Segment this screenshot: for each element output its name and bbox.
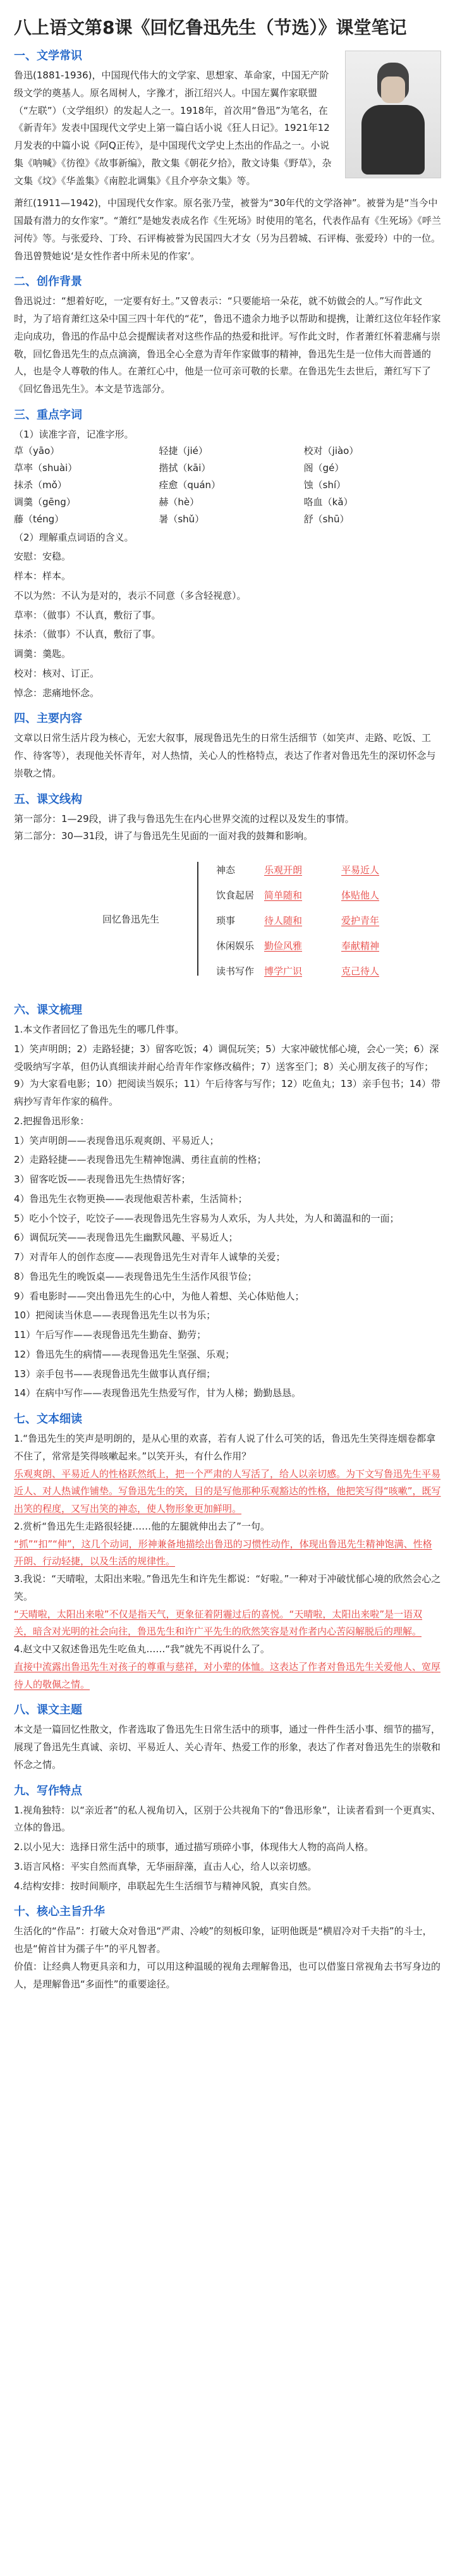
paragraph: 本文是一篇回忆性散文，作者选取了鲁迅先生日常生活中的琐事，通过一件件生活小事、细节的描写，展现了鲁迅先生真诚、亲切、平易近人、关心青年、热爱工作的形象，表达了作者对鲁迅先生的崇敬和怀念之情。 bbox=[14, 1724, 441, 1770]
feature: 3.语言风格：平实自然而真挚，无华丽辞藻，直击人心，给人以亲切感。 bbox=[14, 1860, 317, 1872]
row-label: 休闲娱乐 bbox=[216, 940, 255, 952]
section-heading: 二、创作背景 bbox=[14, 275, 82, 289]
definition: 抹杀：（做事）不认真，敷衍了事。 bbox=[14, 629, 161, 641]
word: 舒（shū） bbox=[303, 513, 349, 525]
section-heading: 七、文本细读 bbox=[14, 1413, 82, 1426]
section-heading: 十、核心主旨升华 bbox=[14, 1905, 105, 1919]
portrait-face bbox=[381, 77, 405, 103]
list-item: 14）在病中写作——表现鲁迅先生热爱写作，甘为人梯；勤勤恳恳。 bbox=[14, 1387, 301, 1399]
list-item: 9）看电影时——突出鲁迅先生的心中，为他人着想、关心体贴他人； bbox=[14, 1290, 305, 1302]
row-c: 平易近人 bbox=[341, 864, 380, 876]
section-background bbox=[14, 273, 441, 398]
structure-diagram bbox=[14, 850, 441, 990]
word: 轻捷（jié） bbox=[159, 445, 208, 457]
answer: “抓”“扣”“伸”，这几个动词，形神兼备地描绘出鲁迅的习惯性动作，体现出鲁迅先生精神饱满、性格开朗、行动轻捷，以及生活的规律性。 bbox=[14, 1538, 432, 1567]
list-item: 13）亲手包书——表现鲁迅先生做事认真仔细； bbox=[14, 1368, 216, 1380]
paragraph: 价值：让经典人物更具亲和力，可以用这种温暖的视角去理解鲁迅，也可以借鉴日常视角去书写身边的人，是理解鲁迅“多面性”的重要途径。 bbox=[14, 1960, 441, 1990]
diagram-row bbox=[216, 939, 392, 952]
word: 暑（shǔ） bbox=[159, 513, 205, 525]
paragraph: 文章以日常生活片段为核心，无宏大叙事，展现鲁迅先生的日常生活细节（如笑声、走路、吃饭、工作、待客等），表现他关怀青年，对人热情，关心人的性格特点，表达了作者对鲁迅先生的深切怀念与崇敬之情。 bbox=[14, 732, 436, 779]
word: 赫（hè） bbox=[159, 496, 200, 508]
row-c: 爱护青年 bbox=[341, 915, 380, 926]
list-item: 12）鲁迅先生的病情——表现鲁迅先生坚强、乐观； bbox=[14, 1348, 235, 1360]
question: 3.我说：“天晴啦，太阳出来啦。”鲁迅先生和许先生都说：“好啦。”一种对于冲破忧郁心境的欣然会心之笑。 bbox=[14, 1573, 441, 1602]
list-item: 8）鲁迅先生的晚饭桌——表现鲁迅先生生活作风很节俭； bbox=[14, 1270, 257, 1282]
section-writing-features bbox=[14, 1782, 441, 1896]
section-sorting bbox=[14, 1001, 441, 1402]
section-heading: 六、课文梳理 bbox=[14, 1003, 82, 1017]
paragraph: 第一部分：1—29段，讲了我与鲁迅先生在内心世界交流的过程以及发生的事情。 bbox=[14, 813, 355, 825]
definition: 安慰：安稳。 bbox=[14, 551, 71, 563]
definition: 草率：（做事）不认真，敷衍了事。 bbox=[14, 609, 161, 621]
answer: “天晴啦，太阳出来啦”不仅是指天气，更象征着阴霾过后的喜悦。“天晴啦，太阳出来啦”是一语双关，暗含对光明的社会向往，鲁迅先生和许广平先生的欣然笑容是对作者内心苦闷解脱后的理解。 bbox=[14, 1608, 423, 1638]
list-item: 11）午后写作——表现鲁迅先生勤奋、勤劳； bbox=[14, 1329, 207, 1340]
row-b: 简单随和 bbox=[264, 890, 303, 901]
section-structure bbox=[14, 790, 441, 990]
list-item: 1）笑声明朗——表现鲁迅乐观爽朗、平易近人； bbox=[14, 1134, 219, 1146]
diagram-row bbox=[216, 863, 392, 876]
pinyin-grid bbox=[14, 444, 441, 525]
diagram-center: 回忆鲁迅先生 bbox=[102, 914, 160, 925]
definition: 悼念：悲痛地怀念。 bbox=[14, 687, 100, 699]
word: 调羹（gēng） bbox=[14, 496, 76, 508]
list-item: 10）把阅读当休息——表现鲁迅先生以书为乐； bbox=[14, 1309, 216, 1322]
row-c: 奉献精神 bbox=[341, 940, 380, 952]
row-label: 琐事 bbox=[216, 915, 236, 926]
definition: 调羹：羹匙。 bbox=[14, 648, 71, 659]
section-words bbox=[14, 406, 441, 702]
word: 草（yāo） bbox=[14, 445, 60, 457]
feature: 1.视角独特：以“亲近者”的私人视角切入，区别于公共视角下的“鲁迅形象”，让读者看到一个更真实、立体的鲁迅。 bbox=[14, 1804, 441, 1834]
section-heading: 一、文学常识 bbox=[14, 49, 82, 63]
paragraph: 第二部分：30—31段，讲了与鲁迅先生见面的一面对我的鼓舞和影响。 bbox=[14, 830, 313, 842]
section-heading: 四、主要内容 bbox=[14, 712, 82, 726]
section-heading: 九、写作特点 bbox=[14, 1784, 82, 1798]
row-b: 博学广识 bbox=[264, 966, 303, 977]
question: 2.赏析“鲁迅先生走路很轻捷……他的左腿就伸出去了”一句。 bbox=[14, 1520, 270, 1532]
subheading: （1）读准字音，记准字形。 bbox=[14, 428, 134, 440]
diagram-row bbox=[216, 964, 392, 978]
subheading: （2）理解重点词语的含义。 bbox=[14, 531, 134, 543]
paragraph: 萧红(1911—1942)，中国现代女作家。原名张乃莹，被誉为“30年代的文学洛神”。被誉为是“当今中国最有潜力的女作家”。“萧红”是她发表成名作《生死场》时使用的笔名，代表作品有《生死场》《呼兰河传》等。与张爱玲、丁玲、石评梅被誉为民国四大才女（另为吕碧城、石评梅、张爱玲）中的一位。鲁迅曾赞她说‘是女性作者中所未见的作家’。 bbox=[14, 197, 441, 262]
section-heading: 八、课文主题 bbox=[14, 1703, 82, 1717]
row-b: 待人随和 bbox=[264, 915, 303, 926]
row-label: 读书写作 bbox=[216, 966, 255, 977]
row-b: 乐观开朗 bbox=[264, 864, 303, 876]
word: 蚀（shí） bbox=[303, 479, 346, 491]
section-main-content bbox=[14, 709, 441, 782]
definitions bbox=[14, 548, 441, 702]
writing-features bbox=[14, 1802, 441, 1896]
answer: 乐观爽朗、平易近人的性格跃然纸上，把一个严肃的人写活了，给人以亲切感。为下文写鲁迅先生平易近人、对人热诚作铺垫。写鲁迅先生的笑，目的是写他那种乐观豁达的性格，他把笑写得“咳嗽”，既写出笑的程度，又写出笑的神态，使人物形象更加鲜明。 bbox=[14, 1468, 441, 1514]
section-heading: 五、课文线构 bbox=[14, 792, 82, 806]
feature: 2.以小见大：选择日常生活中的琐事，通过描写琐碎小事，体现伟大人物的高尚人格。 bbox=[14, 1841, 374, 1853]
list-item: 2.把握鲁迅形象： bbox=[14, 1115, 90, 1127]
list-item: 2）走路轻捷——表现鲁迅先生精神饱满、勇往直前的性格； bbox=[14, 1154, 267, 1166]
word: 校对（jiào） bbox=[303, 445, 359, 457]
word: 藤（téng） bbox=[14, 513, 64, 525]
word: 揩拭（kāi） bbox=[159, 462, 211, 474]
list-item: 5）吃小个饺子，吃饺子——表现鲁迅先生容易为人欢乐，为人共处，为人和蔼温和的一面； bbox=[14, 1212, 399, 1224]
paragraph: 1.本文作者回忆了鲁迅先生的哪几件事。 bbox=[14, 1024, 185, 1035]
diagram-row bbox=[216, 888, 392, 902]
definition: 样本：样本。 bbox=[14, 570, 71, 582]
sorting-list bbox=[14, 1041, 441, 1402]
word: 咯血（kǎ） bbox=[303, 496, 353, 508]
list-item: 3）留客吃饭——表现鲁迅先生热情好客； bbox=[14, 1174, 191, 1185]
question: 1.“鲁迅先生的笑声是明朗的，是从心里的欢喜，若有人说了什么可笑的话，鲁迅先生笑得连烟卷都拿不住了，常常是笑得咳嗽起来。”以笑开头，有什么作用？ bbox=[14, 1433, 436, 1462]
author-portrait bbox=[345, 51, 441, 178]
paragraph: 鲁迅说过：“想着好吃，一定要有好土。”又曾表示：“只要能培一朵花，就不妨做会的人。”写作此文时，为了培育萧红这朵中国三四十年代的“花”，鲁迅不遗余力地予以帮助和提携，让萧红这位年轻作家走向成功，鲁迅的作品中总会提醒读者对这些作品的热爱和批评。写作此文时，作者萧红怀着悲痛与崇敬，回忆鲁迅先生的点点滴滴，鲁迅全心全意为青年作家做事的精神，鲁迅先生是一位伟大而普通的人，也是令人尊敬的伟人。在萧红心中，他是一位可亲可敬的长辈。在鲁迅先生去世后，萧红写下了《回忆鲁迅先生》。本文是节选部分。 bbox=[14, 295, 441, 395]
paragraph: 鲁迅(1881-1936)，中国现代伟大的文学家、思想家、革命家，中国无产阶级文学的奠基人。原名周树人，字豫才，浙江绍兴人。中国左翼作家联盟（“左联”）（文学组织）的发起人之一。1918年，首次用“鲁迅”为笔名，在《新青年》发表中国现代文学史上第一篇白话小说《狂人日记》。1921年12月发表的中篇小说《阿Q正传》，是中国现代文学史上杰出的作品之一。小说集《呐喊》《彷徨》《故事新编》，散文集《朝花夕拾》，散文诗集《野草》，杂文集《坟》《华盖集》《南腔北调集》《且介亭杂文集》等。 bbox=[14, 70, 332, 187]
definition: 不以为然：不认为是对的，表示不同意（多含轻视意）。 bbox=[14, 589, 246, 601]
word: 抹杀（mǒ） bbox=[14, 479, 67, 491]
row-b: 勤俭风雅 bbox=[264, 940, 303, 952]
definition: 校对：核对、订正。 bbox=[14, 667, 100, 679]
list-item: 7）对青年人的创作态度——表现鲁迅先生对青年人诚挚的关爱； bbox=[14, 1251, 286, 1263]
section-heading: 三、重点字词 bbox=[14, 408, 82, 422]
question: 4.赵文中又叙述鲁迅先生吃鱼丸……“我”就先不再说什么了。 bbox=[14, 1643, 270, 1655]
row-c: 体贴他人 bbox=[341, 890, 380, 901]
section-theme bbox=[14, 1701, 441, 1774]
row-c: 克己待人 bbox=[341, 966, 380, 977]
row-label: 神态 bbox=[216, 864, 236, 876]
section-core-theme bbox=[14, 1903, 441, 1993]
list-item: 1）笑声明朗；2）走路轻捷；3）留客吃饭；4）调侃玩笑；5）大家冲破忧郁心境，会心一笑；6）深受吸纳写字革，但仍认真细读并耐心给青年作家修改稿件；7）送客至门；8）关心朋友孩子的写作；9）为大家看电影；10）把阅读当娱乐；11）午后待客与写作；12）吃鱼丸；13）亲手包书；14）带病抄写青年作家的稿件。 bbox=[14, 1043, 440, 1107]
word: 痊愈（quán） bbox=[159, 479, 221, 491]
list-item: 4）鲁迅先生衣物更换——表现他艰苦朴素，生活简朴； bbox=[14, 1193, 248, 1205]
section-close-reading bbox=[14, 1410, 441, 1693]
word: 阁（gé） bbox=[303, 462, 344, 474]
feature: 4.结构安排：按时间顺序，串联起先生生活细节与精神风貌，真实自然。 bbox=[14, 1880, 317, 1892]
answer: 直接中流露出鲁迅先生对孩子的尊重与慈祥，对小辈的体恤。这表达了作者对鲁迅先生关爱他人、宽厚待人的敬佩之情。 bbox=[14, 1660, 441, 1690]
paragraph: 生活化的“作品”：打破大众对鲁迅“严肃、冷峻”的刻板印象，证明他既是“横眉冷对千夫指”的斗士，也是“俯首甘为孺子牛”的平凡智者。 bbox=[14, 1925, 432, 1954]
portrait-body bbox=[361, 105, 425, 175]
row-label: 饮食起居 bbox=[216, 890, 255, 901]
diagram-bar bbox=[197, 862, 198, 976]
diagram-row bbox=[216, 914, 392, 927]
list-item: 6）调侃玩笑——表现鲁迅先生幽默风趣、平易近人； bbox=[14, 1232, 238, 1244]
page-title: 八上语文第8课《回忆鲁迅先生（节选）》课堂笔记 bbox=[14, 17, 407, 38]
word: 草率（shuài） bbox=[14, 462, 78, 474]
